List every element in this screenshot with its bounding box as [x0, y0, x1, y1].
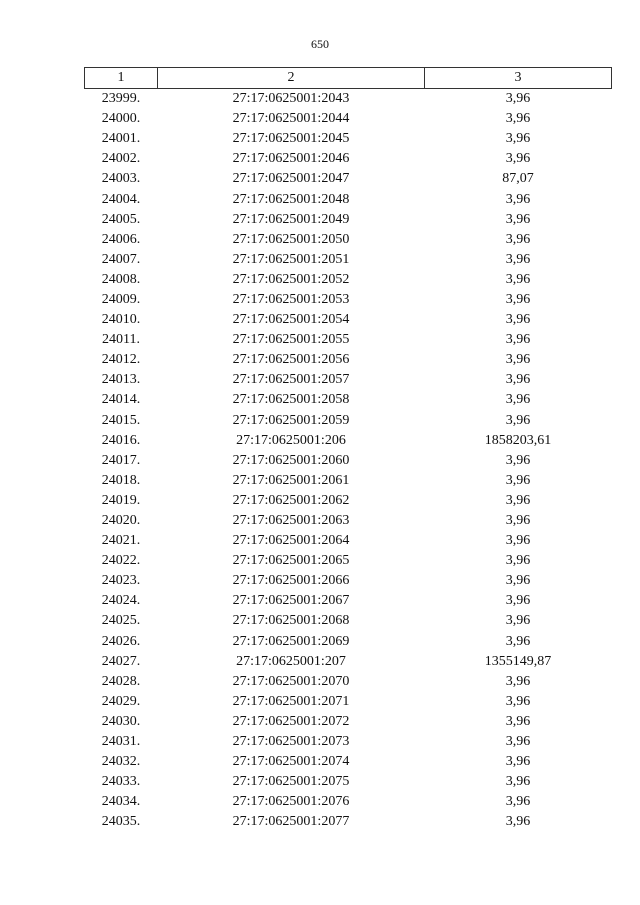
table-row — [85, 270, 612, 290]
table-row — [85, 310, 612, 330]
table-row — [85, 290, 612, 310]
value-cell: 3,96 — [505, 372, 531, 388]
value-cell: 3,96 — [505, 151, 531, 167]
row-number-cell: 24012. — [101, 352, 141, 368]
cadastral-number-cell: 27:17:0625001:2066 — [232, 573, 350, 589]
row-number-cell: 24018. — [101, 472, 141, 488]
value-cell: 3,96 — [505, 513, 531, 529]
table-row — [85, 652, 612, 672]
value-cell: 3,96 — [505, 332, 531, 348]
table-row — [85, 812, 612, 832]
value-cell: 3,96 — [505, 211, 531, 227]
row-number-cell: 24002. — [101, 151, 141, 167]
cadastral-number-cell: 27:17:0625001:2061 — [232, 472, 350, 488]
table-row — [85, 451, 612, 471]
value-cell: 3,96 — [505, 533, 531, 549]
row-number-cell: 24006. — [101, 231, 141, 247]
row-number-cell: 24022. — [101, 553, 141, 569]
cadastral-number-cell: 27:17:0625001:2069 — [232, 633, 350, 649]
value-cell: 3,96 — [505, 392, 531, 408]
row-number-cell: 23999. — [101, 91, 141, 107]
cadastral-number-cell: 27:17:0625001:2074 — [232, 754, 350, 770]
cadastral-number-cell: 27:17:0625001:2073 — [232, 734, 350, 750]
cadastral-number-cell: 27:17:0625001:2045 — [232, 131, 350, 147]
cadastral-number-cell: 27:17:0625001:2068 — [232, 613, 350, 629]
cadastral-number-cell: 27:17:0625001:2051 — [232, 251, 350, 267]
row-number-cell: 24013. — [101, 372, 141, 388]
row-number-cell: 24005. — [101, 211, 141, 227]
value-cell: 3,96 — [505, 251, 531, 267]
cadastral-number-cell: 27:17:0625001:206 — [236, 432, 346, 448]
cadastral-number-cell: 27:17:0625001:2067 — [232, 593, 350, 609]
row-number-cell: 24017. — [101, 452, 141, 468]
registry-table — [84, 67, 612, 832]
row-number-cell: 24004. — [101, 191, 141, 207]
cadastral-number-cell: 27:17:0625001:2072 — [232, 713, 350, 729]
row-number-cell: 24024. — [101, 593, 141, 609]
cadastral-number-cell: 27:17:0625001:2044 — [232, 111, 350, 127]
cadastral-number-cell: 27:17:0625001:2047 — [232, 171, 350, 187]
row-number-cell: 24014. — [101, 392, 141, 408]
value-cell: 3,96 — [505, 352, 531, 368]
row-number-cell: 24008. — [101, 271, 141, 287]
table-row — [85, 350, 612, 370]
table-header-row — [85, 68, 612, 89]
table-row — [85, 370, 612, 390]
table-row — [85, 571, 612, 591]
cadastral-number-cell: 27:17:0625001:2060 — [232, 452, 350, 468]
value-cell: 1858203,61 — [484, 432, 552, 448]
table-row — [85, 551, 612, 571]
cadastral-number-cell: 27:17:0625001:2064 — [232, 533, 350, 549]
row-number-cell: 24025. — [101, 613, 141, 629]
row-number-cell: 24003. — [101, 171, 141, 187]
row-number-cell: 24001. — [101, 131, 141, 147]
cadastral-number-cell: 27:17:0625001:2050 — [232, 231, 350, 247]
table-row — [85, 210, 612, 230]
table-row — [85, 712, 612, 732]
table-row — [85, 732, 612, 752]
cadastral-number-cell: 27:17:0625001:2052 — [232, 271, 350, 287]
table-row — [85, 149, 612, 169]
table-row — [85, 129, 612, 149]
value-cell: 3,96 — [505, 693, 531, 709]
value-cell: 3,96 — [505, 613, 531, 629]
cadastral-number-cell: 27:17:0625001:2048 — [232, 191, 350, 207]
cadastral-number-cell: 27:17:0625001:2062 — [232, 492, 350, 508]
table-row — [85, 189, 612, 209]
column-header-1: 1 — [85, 68, 158, 89]
cadastral-number-cell: 27:17:0625001:2077 — [232, 814, 350, 830]
cadastral-number-cell: 27:17:0625001:2055 — [232, 332, 350, 348]
value-cell: 3,96 — [505, 271, 531, 287]
value-cell: 3,96 — [505, 754, 531, 770]
column-header-3: 3 — [425, 68, 612, 89]
value-cell: 3,96 — [505, 191, 531, 207]
table-row — [85, 471, 612, 491]
value-cell: 3,96 — [505, 472, 531, 488]
cadastral-number-cell: 27:17:0625001:2059 — [232, 412, 350, 428]
cadastral-number-cell: 27:17:0625001:2056 — [232, 352, 350, 368]
table-row — [85, 250, 612, 270]
row-number-cell: 24000. — [101, 111, 141, 127]
row-number-cell: 24016. — [101, 432, 141, 448]
row-number-cell: 24028. — [101, 673, 141, 689]
value-cell: 3,96 — [505, 593, 531, 609]
row-number-cell: 24015. — [101, 412, 141, 428]
value-cell: 1355149,87 — [484, 653, 552, 669]
table-row — [85, 692, 612, 712]
value-cell: 3,96 — [505, 231, 531, 247]
row-number-cell: 24019. — [101, 492, 141, 508]
table-row — [85, 772, 612, 792]
table-row — [85, 591, 612, 611]
cadastral-number-cell: 27:17:0625001:2063 — [232, 513, 350, 529]
table-row — [85, 792, 612, 812]
cadastral-number-cell: 27:17:0625001:2046 — [232, 151, 350, 167]
value-cell: 3,96 — [505, 734, 531, 750]
table-row — [85, 752, 612, 772]
page-number: 650 — [311, 37, 329, 51]
value-cell: 3,96 — [505, 131, 531, 147]
table-row — [85, 672, 612, 692]
table-row — [85, 611, 612, 631]
row-number-cell: 24007. — [101, 251, 141, 267]
value-cell: 87,07 — [502, 171, 534, 187]
cadastral-number-cell: 27:17:0625001:2057 — [232, 372, 350, 388]
cadastral-number-cell: 27:17:0625001:2053 — [232, 291, 350, 307]
cadastral-number-cell: 27:17:0625001:2043 — [232, 91, 350, 107]
row-number-cell: 24034. — [101, 794, 141, 810]
cadastral-number-cell: 27:17:0625001:2071 — [232, 693, 350, 709]
row-number-cell: 24029. — [101, 693, 141, 709]
cadastral-number-cell: 27:17:0625001:2065 — [232, 553, 350, 569]
cadastral-number-cell: 27:17:0625001:2075 — [232, 774, 350, 790]
row-number-cell: 24020. — [101, 513, 141, 529]
value-cell: 3,96 — [505, 291, 531, 307]
row-number-cell: 24009. — [101, 291, 141, 307]
value-cell: 3,96 — [505, 633, 531, 649]
cadastral-number-cell: 27:17:0625001:2058 — [232, 392, 350, 408]
table-row — [85, 511, 612, 531]
table-row — [85, 390, 612, 410]
table-row — [85, 531, 612, 551]
table-row — [85, 89, 612, 110]
cadastral-number-cell: 27:17:0625001:207 — [236, 653, 346, 669]
table-row — [85, 491, 612, 511]
row-number-cell: 24023. — [101, 573, 141, 589]
cadastral-number-cell: 27:17:0625001:2070 — [232, 673, 350, 689]
value-cell: 3,96 — [505, 412, 531, 428]
table-row — [85, 632, 612, 652]
value-cell: 3,96 — [505, 774, 531, 790]
cadastral-number-cell: 27:17:0625001:2054 — [232, 312, 350, 328]
table-row — [85, 330, 612, 350]
cadastral-number-cell: 27:17:0625001:2049 — [232, 211, 350, 227]
value-cell: 3,96 — [505, 713, 531, 729]
table-row — [85, 109, 612, 129]
row-number-cell: 24010. — [101, 312, 141, 328]
value-cell: 3,96 — [505, 573, 531, 589]
value-cell: 3,96 — [505, 111, 531, 127]
value-cell: 3,96 — [505, 814, 531, 830]
value-cell: 3,96 — [505, 553, 531, 569]
value-cell: 3,96 — [505, 794, 531, 810]
value-cell: 3,96 — [505, 312, 531, 328]
table-row — [85, 169, 612, 189]
value-cell: 3,96 — [505, 91, 531, 107]
row-number-cell: 24030. — [101, 713, 141, 729]
row-number-cell: 24033. — [101, 774, 141, 790]
table-row — [85, 230, 612, 250]
table-row — [85, 431, 612, 451]
cadastral-number-cell: 27:17:0625001:2076 — [232, 794, 350, 810]
column-header-2: 2 — [158, 68, 425, 89]
value-cell: 3,96 — [505, 492, 531, 508]
row-number-cell: 24011. — [102, 332, 140, 348]
row-number-cell: 24026. — [101, 633, 141, 649]
row-number-cell: 24032. — [101, 754, 141, 770]
row-number-cell: 24031. — [101, 734, 141, 750]
row-number-cell: 24021. — [101, 533, 141, 549]
table-body — [85, 89, 612, 833]
table-row — [85, 411, 612, 431]
value-cell: 3,96 — [505, 452, 531, 468]
value-cell: 3,96 — [505, 673, 531, 689]
row-number-cell: 24035. — [101, 814, 141, 830]
row-number-cell: 24027. — [101, 653, 141, 669]
